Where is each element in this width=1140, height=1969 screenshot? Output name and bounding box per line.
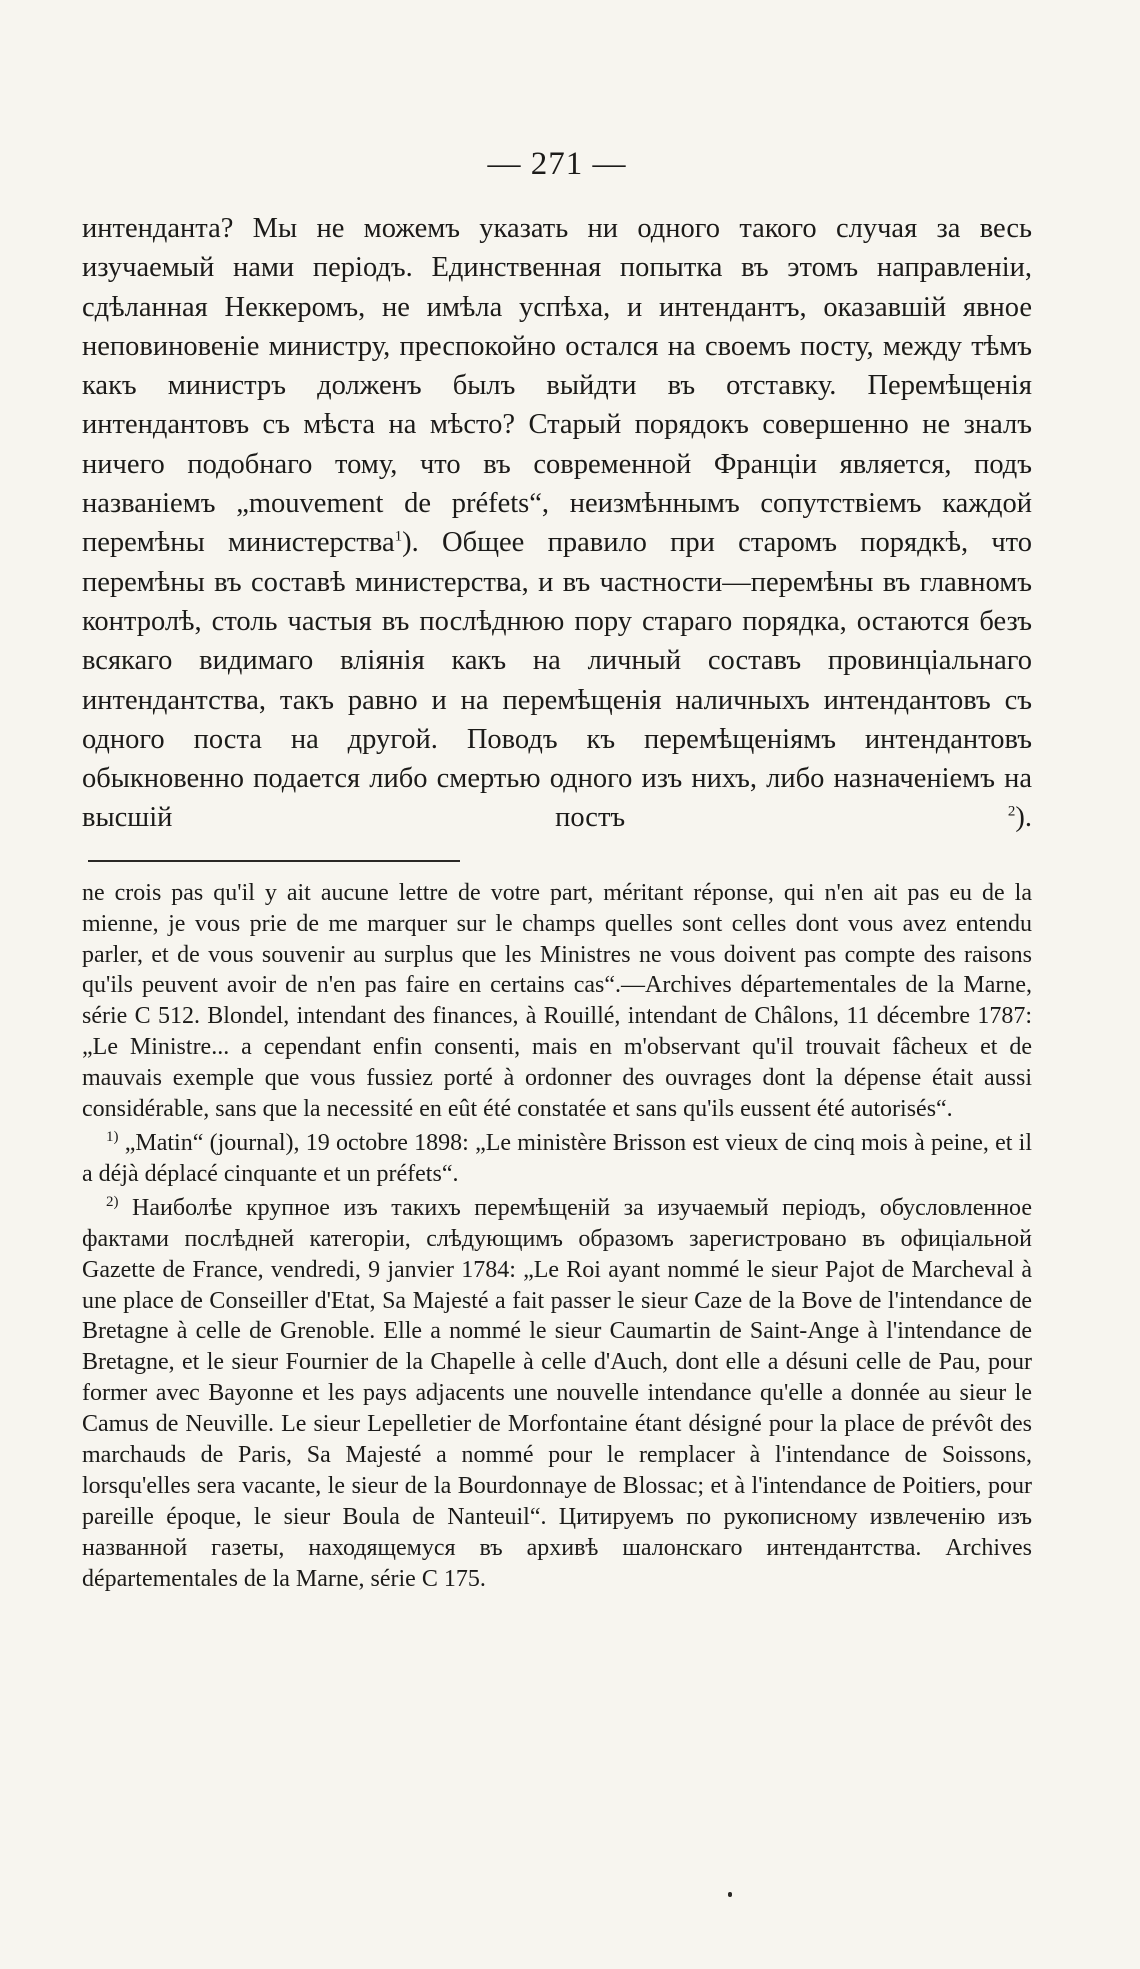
footnote-2-text: Наиболѣе крупное изъ такихъ перемѣщеній за изучаемый періодъ, обусловленное фактами послѣдней категоріи, слѣдующимъ образомъ зарегистровано въ офиціальной Gazette de France, vendredi, 9 janvier 1784: „Le Roi ayant nommé le sieur Pajot de Marcheval à une place de Conseiller d'Etat, Sa Majesté a fait passer le sieur Caze de la Bove de l'intendance de Bretagne à celle de Grenoble. Elle a nommé le sieur Caumartin de Saint-Ange à l'intendance de Bretagne, et le sieur Fournier de la Chapelle à celle d'Auch, dont elle a désuni celle de Pau, pour former avec Bayonne et les pays adjacents une nouvelle intendance qu'elle a donnée au sieur le Camus de Neuville. Le sieur Lepelletier de Morfontaine étant désigné pour la place de prévôt des marchauds de Paris, Sa Majesté a nommé pour le remplacer à l'intendance de Soissons, lorsqu'elles sera vacante, le sieur de la Bourdonnaye de Blossac; et à l'intendance de Poitiers, pour pareille époque, le sieur Boula de Nanteuil“. Цитируемъ по рукописному извлеченію изъ названной газеты, находящемуся въ архивѣ шалонскаго интендантства. Archives départementales de la Marne, série C 175. xyxy=(82,1194,1032,1592)
footnote-2-mark: 2) xyxy=(106,1193,119,1210)
main-paragraph-end: . xyxy=(1024,802,1032,834)
ink-speck xyxy=(728,1892,732,1897)
footnote-ref-2: 2 xyxy=(1007,803,1016,820)
footnote-continued: ne crois pas qu'il y ait aucune lettre de votre part, méritant réponse, qui n'en ait pas eu de la mienne, je vous prie de me marquer sur le champs quelles sont celles dont vous avez entendu parler, et de vous souvenir au surplus que les Ministres ne vous doivent pas compte des raisons qu'ils peuvent avoir de n'en pas faire en certains cas“.—Archives départementales de la Marne, série C 512. Blondel, intendant des finances, à Rouillé, intendant de Châlons, 11 décembre 1787: „Le Ministre... a cependant enfin consenti, mais en m'observant qu'il trouvait fâcheux et de mauvais exemple que vous fussiez porté à ordonner des ouvrages dont la dépense était aussi considérable, sans que la necessité en eût été constatée et sans qu'ils eussent été autorisés“. xyxy=(82,879,1032,1123)
footnote-1-mark: 1) xyxy=(106,1129,119,1145)
footnote-ref-1: 1 xyxy=(394,528,403,545)
main-paragraph-text: интенданта? Мы не можемъ указать ни одного такого случая за весь изучаемый нами періодъ. Единственная попытка въ этомъ направленіи, сдѣланная Неккеромъ, не имѣла успѣха, и интендантъ, оказавшій явное неповиновеніе министру, преспокойно остался на своемъ посту, между тѣмъ какъ министръ долженъ былъ выйдти въ отставку. Перемѣщенія интендантовъ съ мѣста на мѣсто? Старый порядокъ совершенно не зналъ ничего подобнаго тому, что въ современной Франціи является, подъ названіемъ „mouvement de préfets“, неизмѣннымъ сопутствіемъ каждой перемѣны министерства xyxy=(82,213,1032,559)
footnote-divider xyxy=(88,860,460,862)
footnote-2 xyxy=(82,1193,1032,1595)
main-paragraph: интенданта? Мы не можемъ указать ни одного такого случая за весь изучаемый нами періодъ. Единственная попытка въ этомъ направленіи, сдѣланная Неккеромъ, не имѣла успѣха, и интендантъ, оказавшій явное неповиновеніе министру, преспокойно остался на своемъ посту, между тѣмъ какъ министръ долженъ былъ выйдти въ отставку. Перемѣщенія интендантовъ съ мѣста на мѣсто? Старый порядокъ совершенно не зналъ ничего подобнаго тому, что въ современной Франціи является, подъ названіемъ „mouvement de préfets“, неизмѣннымъ сопутствіемъ каждой перемѣны министерства$^1$). Общее правило при старомъ порядкѣ, что перемѣны въ составѣ министерства, и въ частности—перемѣны въ главномъ контролѣ, столь частыя въ послѣднюю пору стараго порядка, остаются безъ всякаго видимаго вліянія какъ на личный составъ провинціальнаго интендантства, такъ равно и на перемѣщенія наличныхъ интендантовъ съ одного поста на другой. Поводъ къ перемѣщеніямъ интендантовъ обыкновенно подается либо смертью одного изъ нихъ, либо назначеніемъ на высшій постъ $^2$). xyxy=(82,213,1033,834)
footnotes xyxy=(82,878,1032,1595)
footnote-1-text: „Matin“ (journal), 19 octobre 1898: „Le ministère Brisson est vieux de cinq mois à peine, et il a déjà déplacé cinquante et un préfets“. xyxy=(82,1130,1033,1187)
main-paragraph-continuation: . Общее правило при старомъ порядкѣ, что перемѣны въ составѣ министерства, и въ частности—перемѣны въ главномъ контролѣ, столь частыя въ послѣднюю пору стараго порядка, остаются безъ всякаго видимаго вліянія какъ на личный составъ провинціальнаго интендантства, такъ равно и на перемѣщенія наличныхъ интендантовъ съ одного поста на другой. Поводъ къ перемѣщеніямъ интендантовъ обыкновенно подается либо смертью одного изъ нихъ, либо назначеніемъ на высшій постъ xyxy=(82,527,1033,834)
page-number: — 271 — xyxy=(487,146,627,182)
main-text xyxy=(82,209,1032,838)
footnote-1 xyxy=(82,1128,1032,1190)
